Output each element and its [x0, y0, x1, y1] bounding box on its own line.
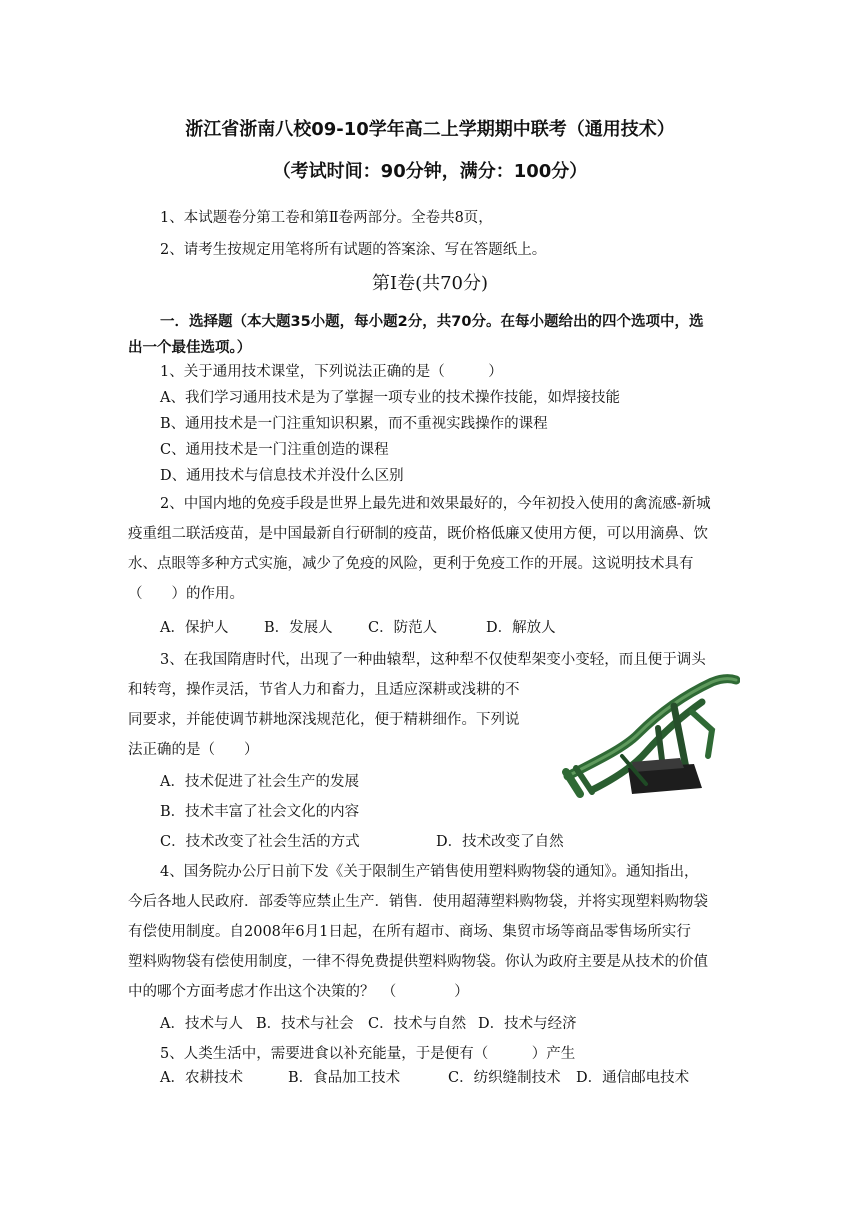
q5-option-a: A．农耕技术 — [160, 1070, 243, 1086]
q3-line-4: 法正确的是（ ） — [128, 742, 259, 758]
q3-line-3: 同要求，并能使调节耕地深浅规范化，便于精耕细作。下列说 — [128, 712, 520, 728]
q2-line-2: 疫重组二联活疫苗，是中国最新自行研制的疫苗，既价格低廉又使用方便，可以用滴鼻、饮 — [128, 526, 708, 542]
q5-option-b: B．食品加工技术 — [288, 1070, 401, 1086]
q5-option-c: C．纺织缝制技术 — [448, 1070, 561, 1086]
exam-subtitle: （考试时间：90分钟，满分：100分） — [272, 161, 588, 182]
q2-option-b: B．发展人 — [264, 620, 333, 636]
q4-option-a: A．技术与人 — [160, 1016, 243, 1032]
q4-line-5: 中的哪个方面考虑才作出这个决策的？ （ ） — [128, 984, 469, 1000]
q1-stem: 1、关于通用技术课堂，下列说法正确的是（ ） — [160, 364, 503, 380]
q4-option-b: B．技术与社会 — [256, 1016, 354, 1032]
instruction-1: 1、本试题卷分第工卷和第Ⅱ卷两部分。全卷共8页， — [160, 210, 493, 226]
q1-option-b: B、通用技术是一门注重知识积累，而不重视实践操作的课程 — [160, 416, 548, 432]
q4-options — [160, 1014, 577, 1034]
instruction-2: 2、请考生按规定用笔将所有试题的答案涂、写在答题纸上。 — [160, 242, 547, 258]
q4-line-4: 塑料购物袋有偿使用制度，一律不得免费提供塑料购物袋。你认为政府主要是从技术的价值 — [128, 954, 708, 970]
q2-option-d: D．解放人 — [486, 620, 556, 636]
q2-line-4: （ ）的作用。 — [128, 586, 244, 602]
q3-options-cd — [160, 832, 564, 852]
q3-option-b: B．技术丰富了社会文化的内容 — [160, 804, 360, 820]
section-heading-line2: 出一个最佳选项。） — [128, 340, 252, 356]
q3-option-c: C．技术改变了社会生活的方式 — [160, 834, 360, 850]
q4-line-3: 有偿使用制度。自2008年6月1日起，在所有超市、商场、集贸市场等商品零售场所实行 — [128, 924, 691, 940]
q4-line-1: 4、国务院办公厅日前下发《关于限制生产销售使用塑料购物袋的通知》。通知指出， — [160, 864, 699, 880]
q4-option-c: C．技术与自然 — [368, 1016, 467, 1032]
q2-line-3: 水、点眼等多种方式实施，减少了免疫的风险，更利于免疫工作的开展。这说明技术具有 — [128, 556, 694, 572]
q5-option-d: D．通信邮电技术 — [576, 1070, 690, 1086]
q5-options — [160, 1068, 689, 1088]
q3-line-1: 3、在我国隋唐时代，出现了一种曲辕犁，这种犁不仅使犁架变小变轻，而且便于调头 — [160, 652, 706, 668]
q2-options — [160, 618, 556, 638]
q5-stem: 5、人类生活中，需要进食以补充能量，于是便有（ ）产生 — [160, 1046, 576, 1062]
q2-line-1: 2、中国内地的免疫手段是世界上最先进和效果最好的，今年初投入使用的禽流感-新城 — [160, 496, 711, 512]
section-heading-line1: 一．选择题（本大题35小题，每小题2分，共70分。在每小题给出的四个选项中，选 — [160, 314, 704, 330]
q2-option-c: C．防范人 — [368, 620, 438, 636]
exam-title: 浙江省浙南八校09-10学年高二上学期期中联考（通用技术） — [185, 119, 675, 140]
q1-option-d: D、通用技术与信息技术并没什么区别 — [160, 468, 404, 484]
q2-option-a: A．保护人 — [160, 620, 229, 636]
q3-option-d: D．技术改变了自然 — [436, 834, 564, 850]
curved-plow-image — [562, 672, 740, 810]
q3-line-2: 和转弯，操作灵活，节省人力和畜力，且适应深耕或浅耕的不 — [128, 682, 520, 698]
q1-option-a: A、我们学习通用技术是为了掌握一项专业的技术操作技能，如焊接技能 — [160, 390, 620, 406]
q4-line-2: 今后各地人民政府．部委等应禁止生产．销售．使用超薄塑料购物袋，并将实现塑料购物袋 — [128, 894, 708, 910]
q4-option-d: D．技术与经济 — [478, 1016, 577, 1032]
volume-title: 第Ⅰ卷(共70分) — [371, 273, 489, 294]
q1-option-c: C、通用技术是一门注重创造的课程 — [160, 442, 389, 458]
q3-option-a: A．技术促进了社会生产的发展 — [160, 774, 359, 790]
